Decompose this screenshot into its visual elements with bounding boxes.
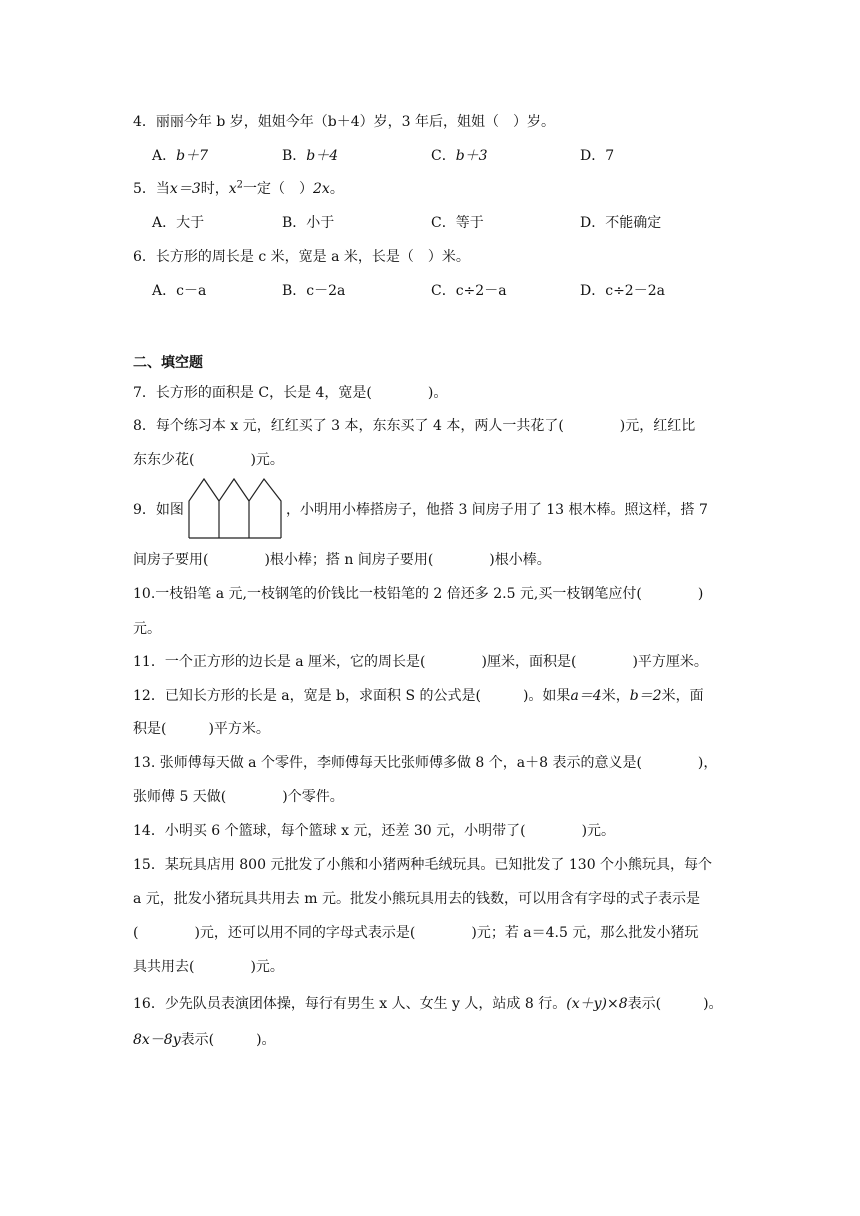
option-letter: C． [431, 283, 456, 299]
q12-b-equals: b＝2 [629, 688, 662, 704]
q16-part-2: 表示( )。 [627, 996, 723, 1012]
option-letter: D． [580, 283, 606, 299]
question-4-option-c [431, 146, 488, 166]
option-text: 小于 [306, 215, 335, 231]
option-text: c÷2－2a [605, 283, 665, 299]
question-4-option-a [152, 146, 208, 166]
option-text: 大于 [176, 215, 205, 231]
question-6-stem: 6．长方形的周长是 c 米，宽是 a 米，长是（ ）米。 [133, 249, 470, 265]
question-10-line-2: 元。 [133, 621, 161, 637]
question-11: 11．一个正方形的边长是 a 厘米，它的周长是( )厘米，面积是( )平方厘米。 [133, 654, 708, 670]
question-13-line-1: 13. 张师傅每天做 a 个零件，李师傅每天比张师傅多做 8 个，a＋8 表示的意义是( )， [133, 755, 718, 771]
question-13-line-2: 张师傅 5 天做( )个零件。 [133, 789, 344, 805]
option-math: b＋3 [455, 148, 488, 164]
option-text: c－a [176, 283, 207, 299]
question-5-option-c [431, 213, 484, 233]
question-10-line-1: 10.一枝铅笔 a 元,一枝钢笔的价钱比一枝铅笔的 2 倍还多 2.5 元,买一枝钢笔应付( ) [133, 586, 704, 602]
question-5-stem [133, 179, 344, 199]
question-6-option-b [282, 281, 345, 301]
q12-mid: 米， [601, 688, 630, 704]
question-15-line-3: ( )元，还可以用不同的字母式表示是( )元；若 a＝4.5 元，那么批发小猪玩 [133, 925, 699, 941]
option-text: 不能确定 [605, 215, 662, 231]
question-15-line-1: 15．某玩具店用 800 元批发了小熊和小猪两种毛绒玩具。已知批发了 130 个小熊玩具，每个 [133, 857, 713, 873]
q5-end: 。 [329, 181, 344, 197]
question-9-prefix: 9．如图 [133, 502, 184, 518]
q16-expression-2: 8x－8y [133, 1032, 181, 1048]
q12-a-equals: a＝4 [570, 688, 602, 704]
question-5-option-a [152, 213, 204, 233]
question-4-stem: 4．丽丽今年 b 岁，姐姐今年（b＋4）岁，3 年后，姐姐（ ）岁。 [133, 114, 555, 130]
question-12-line-1 [133, 686, 704, 706]
option-text: c－2a [306, 283, 346, 299]
q5-x-squared-base: x [228, 181, 237, 197]
option-letter: B． [282, 283, 307, 299]
q5-shi: 时， [200, 181, 229, 197]
question-15-line-2: a 元，批发小猪玩具共用去 m 元。批发小熊玩具用去的钱数，可以用含有字母的式子表示是 [133, 891, 700, 907]
q16-expression-1: (x＋y)×8 [566, 996, 628, 1012]
option-letter: A． [152, 283, 177, 299]
question-5-option-d [580, 213, 661, 233]
question-7: 7．长方形的面积是 C，长是 4，宽是( )。 [133, 385, 448, 401]
question-12-line-2: 积是( )平方米。 [133, 721, 270, 737]
house-2-roof [219, 479, 249, 538]
q5-x-squared-exp: 2 [236, 179, 244, 191]
option-letter: B． [282, 215, 307, 231]
q5-x-equals: x＝3 [169, 181, 201, 197]
question-9-line-2: 间房子要用( )根小棒；搭 n 间房子要用( )根小棒。 [133, 552, 551, 568]
question-9-rest: ，小明用小棒搭房子，他搭 3 间房子用了 13 根木棒。照这样，搭 7 [286, 502, 708, 518]
option-letter: D． [580, 215, 606, 231]
house-3-roof [249, 479, 281, 538]
question-4-option-b [282, 146, 338, 166]
q5-two-x: 2x [313, 181, 330, 197]
question-14: 14．小明买 6 个篮球，每个篮球 x 元，还差 30 元，小明带了( )元。 [133, 823, 616, 839]
option-math: b＋7 [176, 148, 208, 164]
q16-part-3: 表示( )。 [180, 1032, 276, 1048]
houses-stick-figure [187, 477, 283, 539]
question-6-option-d [580, 281, 665, 301]
option-math: b＋4 [306, 148, 339, 164]
q5-middle: 一定（ ） [243, 181, 314, 197]
question-16-line-2 [133, 1030, 276, 1050]
option-letter: C． [431, 148, 456, 164]
option-text: c÷2－a [455, 283, 507, 299]
option-letter: D． [580, 148, 606, 164]
question-8-line-2: 东东少花( )元。 [133, 452, 284, 468]
q12-part-2: 米，面 [661, 688, 704, 704]
question-6-option-a [152, 281, 206, 301]
q16-part-1: 16．少先队员表演团体操，每行有男生 x 人、女生 y 人，站成 8 行。 [133, 996, 567, 1012]
option-letter: C． [431, 215, 456, 231]
option-letter: B． [282, 148, 307, 164]
question-5-option-b [282, 213, 334, 233]
question-6-option-c [431, 281, 507, 301]
option-text: 7 [605, 148, 615, 164]
option-letter: A． [152, 148, 177, 164]
q12-part-1: 12．已知长方形的长是 a，宽是 b，求面积 S 的公式是( )。如果 [133, 688, 571, 704]
question-16-line-1 [133, 994, 723, 1014]
question-4-option-d [580, 146, 614, 166]
house-1-roof [189, 479, 219, 538]
option-text: 等于 [455, 215, 484, 231]
question-15-line-4: 具共用去( )元。 [133, 959, 284, 975]
option-letter: A． [152, 215, 177, 231]
section-2-title: 二、填空题 [133, 355, 203, 371]
q5-number: 5．当 [133, 181, 170, 197]
question-8-line-1: 8．每个练习本 x 元，红红买了 3 本，东东买了 4 本，两人一共花了( )元，红红比 [133, 418, 696, 434]
